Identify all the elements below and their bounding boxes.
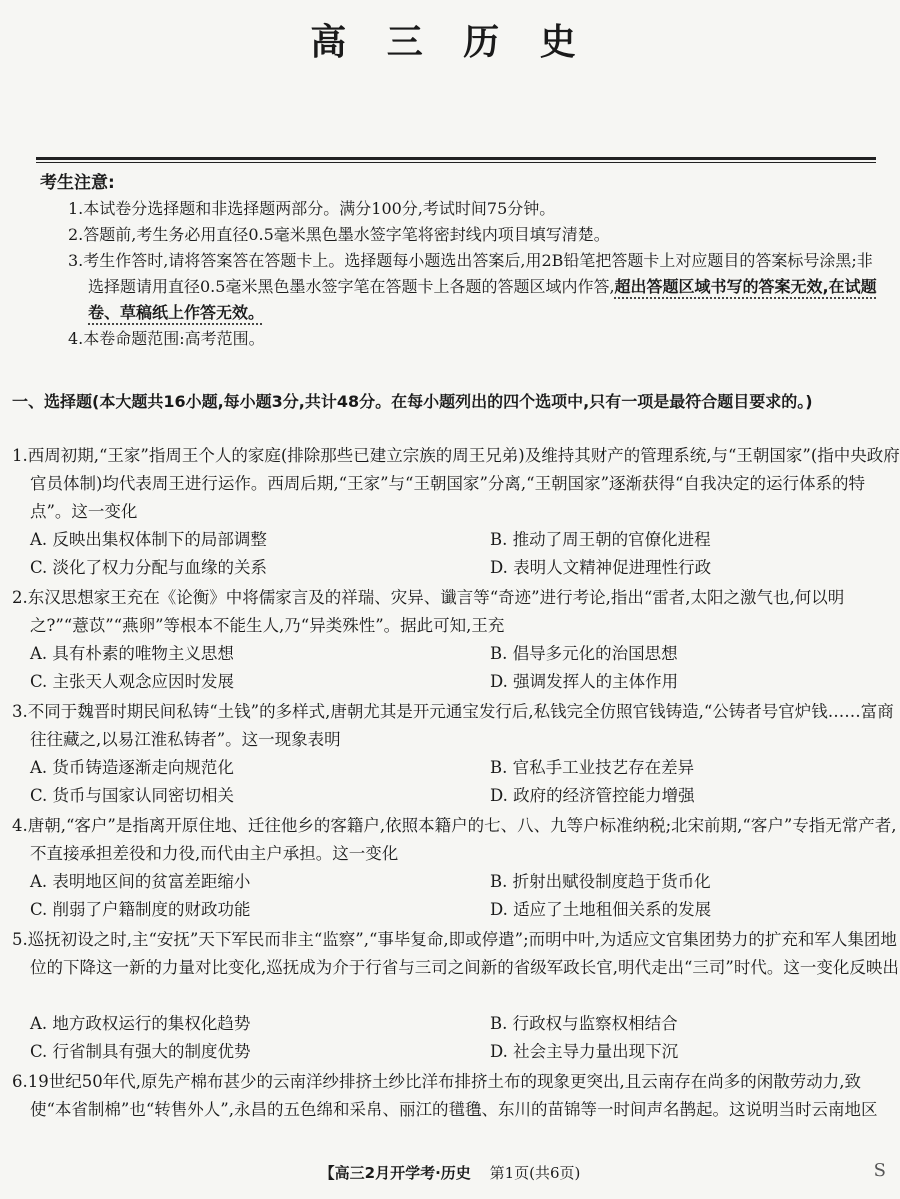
corner-mark: S <box>873 1160 886 1181</box>
option-b: B. 倡导多元化的治国思想 <box>490 644 678 663</box>
question-2: 2.东汉思想家王充在《论衡》中将儒家言及的祥瑞、灾异、谶言等“奇迹”进行考论,指出“雷者,太阳之激气也,何以明之?”“薏苡”“燕卵”等根本不能生人,乃“异类殊性”。据此可知,王充 <box>12 588 845 635</box>
option-b: B. 推动了周王朝的官僚化进程 <box>490 530 711 549</box>
option-a: A. 表明地区间的贫富差距缩小 <box>30 872 251 891</box>
option-d: D. 强调发挥人的主体作用 <box>490 672 679 691</box>
question-4: 4.唐朝,“客户”是指离开原住地、迁往他乡的客籍户,依照本籍户的七、八、九等户标准纳税;北宋前期,“客户”专指无常产者,不直接承担差役和力役,而代由主户承担。这一变化 <box>12 816 897 863</box>
option-d: D. 社会主导力量出现下沉 <box>490 1042 679 1061</box>
page-footer <box>0 1162 900 1183</box>
footer-exam-name: 【高三2月开学考·历史 <box>319 1164 471 1182</box>
option-b: B. 行政权与监察权相结合 <box>490 1014 678 1033</box>
option-c: C. 主张天人观念应因时发展 <box>30 672 235 691</box>
question-1: 1.西周初期,“王家”指周王个人的家庭(排除那些已建立宗族的周王兄弟)及维持其财产的管理系统,与“王朝国家”(指中央政府官员体制)均代表周王进行运作。西周后期,“王家”与“王朝国家”分离,“王朝国家”逐渐获得“自我决定的运行体系的特点”。这一变化 <box>12 446 900 521</box>
notice-heading: 考生注意: <box>40 173 115 193</box>
option-b: B. 官私手工业技艺存在差异 <box>490 758 695 777</box>
question-3: 3.不同于魏晋时期民间私铸“土钱”的多样式,唐朝尤其是开元通宝发行后,私钱完全仿照官钱铸造,“公铸者号官炉钱……富商往往藏之,以易江淮私铸者”。这一现象表明 <box>12 702 894 749</box>
option-a: A. 具有朴素的唯物主义思想 <box>30 644 234 663</box>
option-a: A. 反映出集权体制下的局部调整 <box>30 530 267 549</box>
option-a: A. 货币铸造逐渐走向规范化 <box>30 758 234 777</box>
option-c: C. 货币与国家认同密切相关 <box>30 786 235 805</box>
option-c: C. 行省制具有强大的制度优势 <box>30 1042 251 1061</box>
option-c: C. 削弱了户籍制度的财政功能 <box>30 900 251 919</box>
notice-item: 2.答题前,考生务必用直径0.5毫米黑色墨水签字笔将密封线内项目填写清楚。 <box>68 225 610 244</box>
notice-box <box>40 170 880 352</box>
question-5: 5.巡抚初设之时,主“安抚”天下军民而非主“监察”,“事毕复命,即或停遣”;而明中叶,为适应文官集团势力的扩充和军人集团地位的下降这一新的力量对比变化,巡抚成为介于行省与三司之间新的省级军政长官,明代走出“三司”时代。这一变化反映出 <box>12 930 899 977</box>
option-c: C. 淡化了权力分配与血缘的关系 <box>30 558 268 577</box>
option-b: B. 折射出赋役制度趋于货币化 <box>490 872 711 891</box>
notice-item-text: 3.考生作答时,请将答案答在答题卡上。选择题每小题选出答案后,用2B铅笔把答题卡上对应题目的答案标号涂黑;非选择题请用直径0.5毫米黑色墨水签字笔在答题卡上各题的答题区域内作答, <box>68 251 873 296</box>
section-heading: 一、选择题(本大题共16小题,每小题3分,共计48分。在每小题列出的四个选项中,只有一项是最符合题目要求的。) <box>12 392 813 411</box>
notice-item: 4.本卷命题范围:高考范围。 <box>68 329 265 348</box>
option-d: D. 表明人文精神促进理性行政 <box>490 558 712 577</box>
option-a: A. 地方政权运行的集权化趋势 <box>30 1014 251 1033</box>
option-d: D. 适应了土地租佃关系的发展 <box>490 900 712 919</box>
question-6: 6.19世纪50年代,原先产棉布甚少的云南洋纱排挤土纱比洋布排挤土布的现象更突出,且云南存在尚多的闲散劳动力,致使“本省制棉”也“转售外人”,永昌的五色绵和采帛、丽江的氆氇、东川的苗锦等一时间声名鹊起。这说明当时云南地区 <box>12 1072 878 1119</box>
header-divider <box>36 157 876 160</box>
header-divider-thin <box>36 162 876 163</box>
option-d: D. 政府的经济管控能力增强 <box>490 786 695 805</box>
notice-item: 1.本试卷分选择题和非选择题两部分。满分100分,考试时间75分钟。 <box>68 199 556 218</box>
page-title: 高 三 历 史 <box>310 21 590 63</box>
notice-emphasis: 超出答题区域书写的答案无效,在试题卷、草稿纸上作答无效。 <box>88 277 877 322</box>
notice-item <box>40 248 880 326</box>
footer-page-number: 第1页(共6页) <box>489 1164 581 1182</box>
